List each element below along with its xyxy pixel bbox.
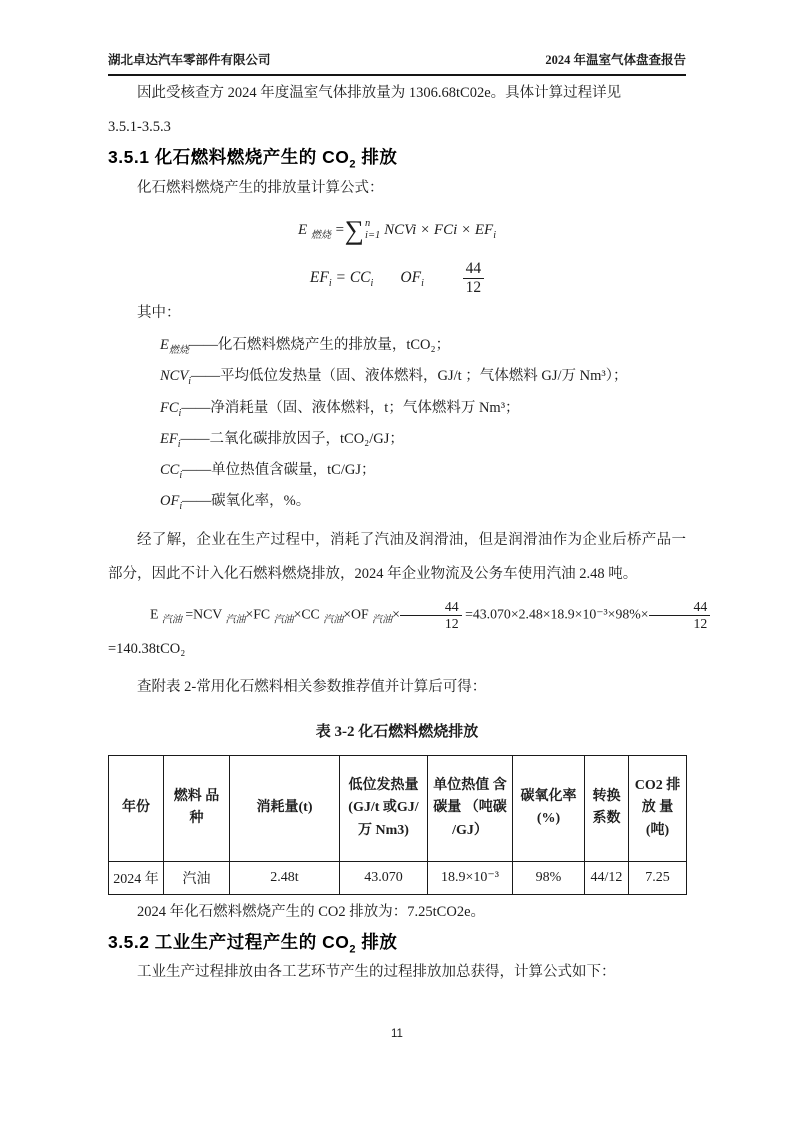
definition-cc [160, 455, 686, 486]
section-352-paragraph: 工业生产过程排放由各工艺环节产生的过程排放加总获得，计算公式如下： [137, 964, 616, 981]
column-header-conversion-factor: 转换 系数 [585, 755, 629, 861]
definition-variable: $FC_i$ [160, 399, 182, 419]
formula-gasoline-result: =140.38tCO₂ [108, 640, 186, 657]
column-header-heating-value: 低位发热量 (GJ/t 或GJ/ 万 Nm3) [340, 755, 428, 861]
definition-variable: $EF_i$ [160, 430, 181, 450]
definition-text: ——二氧化碳排放因子，tCO₂/GJ； [180, 430, 404, 447]
intro-paragraph-line1: 因此受核查方 2024 年度温室气体排放量为 1306.68tC02e。具体计算过程详见 [137, 85, 622, 101]
column-header-fuel-type: 燃料 品种 [164, 755, 230, 861]
column-header-co2-emission: CO2 排 放 量 (吨) [629, 755, 687, 861]
definition-variable: $E_{燃烧}$ [160, 337, 189, 357]
definition-variable: $OF_i$ [160, 492, 183, 512]
column-header-consumption: 消耗量(t) [230, 755, 340, 861]
conclusion-line: 2024 年化石燃料燃烧产生的 CO2 排放为：7.25tCO2e。 [137, 903, 485, 920]
section-heading-351 [108, 144, 686, 171]
intro-paragraph-line2: 3.5.1-3.5.3 [108, 119, 171, 136]
definition-text: ——化石燃料燃烧产生的排放量，tCO₂； [188, 337, 451, 354]
cell-year: 2024 年 [109, 861, 164, 894]
table-header-row [109, 755, 687, 861]
section-351-heading-subscript: 2 [349, 158, 357, 171]
section-351-heading-text: 3.5.1 化石燃料燃烧产生的 CO [108, 147, 350, 168]
section-352-heading-tail: 排放 [356, 931, 398, 952]
section-351-heading-tail: 排放 [356, 147, 398, 168]
definition-ef [160, 424, 686, 455]
cell-conversion-factor: 44/12 [585, 861, 629, 894]
section-352-heading-text: 3.5.2 工业生产过程产生的 CO [108, 931, 350, 952]
cell-heating-value: 43.070 [340, 861, 428, 894]
header-company-name: 湖北卓达汽车零部件有限公司 [108, 53, 271, 67]
appendix-reference-line: 查附表 2-常用化石燃料相关参数推荐值并计算后可得： [137, 678, 487, 695]
formula-ef: $EF_i = CC_i$ $OF_i$ $\frac{44}{12}$ [108, 260, 686, 297]
definition-variable: $NCV_i$ [160, 368, 191, 388]
page-content [0, 76, 794, 989]
definition-ncv [160, 361, 686, 392]
definition-text: ——平均低位发热量（固、液体燃料，GJ/t ；气体燃料 GJ/万 Nm³）； [190, 368, 628, 385]
where-label: 其中： [137, 305, 181, 322]
definition-fc [160, 393, 686, 424]
formula-gasoline-calculation: E $_{汽油}$ =NCV $_{汽油}$×FC $_{汽油}$×CC $_{汽油}$×OF $_{汽油}$× $\frac{44}{12}$ =43.070×2.48×18.9×10⁻³×98%× $\frac{44}{12}$ [108, 599, 686, 632]
definition-variable: $CC_i$ [160, 461, 183, 481]
definition-e-combustion [160, 330, 686, 361]
cell-co2-emission: 7.25 [629, 861, 687, 894]
cell-consumption: 2.48t [230, 861, 340, 894]
column-header-carbon-content: 单位热值 含碳量 （吨碳 /GJ） [428, 755, 513, 861]
formula-e-combustion: E $_{燃烧}$ = ∑ n i=1 NCVi × FCi × $EF_i$ [298, 214, 496, 245]
page-header [108, 0, 686, 76]
gasoline-usage-paragraph: 经了解，企业在生产过程中，消耗了汽油及润滑油，但是润滑油作为企业后桥产品一部分，因此不计入化石燃料燃烧排放，2024 年企业物流及公务车使用汽油 2.48 吨。 [108, 531, 686, 582]
section-heading-352 [108, 929, 686, 956]
column-header-oxidation-rate: 碳氧化率 (%) [513, 755, 585, 861]
fuel-emission-table [108, 755, 687, 895]
table-title: 表 3-2 化石燃料燃烧排放 [315, 723, 479, 740]
section-352-heading-subscript: 2 [349, 943, 357, 956]
header-report-title: 2024 年温室气体盘查报告 [545, 53, 686, 67]
page-number: 11 [391, 1028, 403, 1040]
definition-text: ——碳氧化率，%。 [182, 492, 311, 509]
cell-fuel-type: 汽油 [164, 861, 230, 894]
table-data-row [109, 861, 687, 894]
definition-text: ——单位热值含碳量，tC/GJ； [182, 461, 376, 478]
definition-text: ——净消耗量（固、液体燃料，t；气体燃料万 Nm³； [181, 399, 520, 416]
cell-oxidation-rate: 98% [513, 861, 585, 894]
formula-intro-line: 化石燃料燃烧产生的排放量计算公式： [137, 179, 384, 196]
definition-of [160, 486, 686, 517]
column-header-year: 年份 [109, 755, 164, 861]
cell-carbon-content: 18.9×10⁻³ [428, 861, 513, 894]
